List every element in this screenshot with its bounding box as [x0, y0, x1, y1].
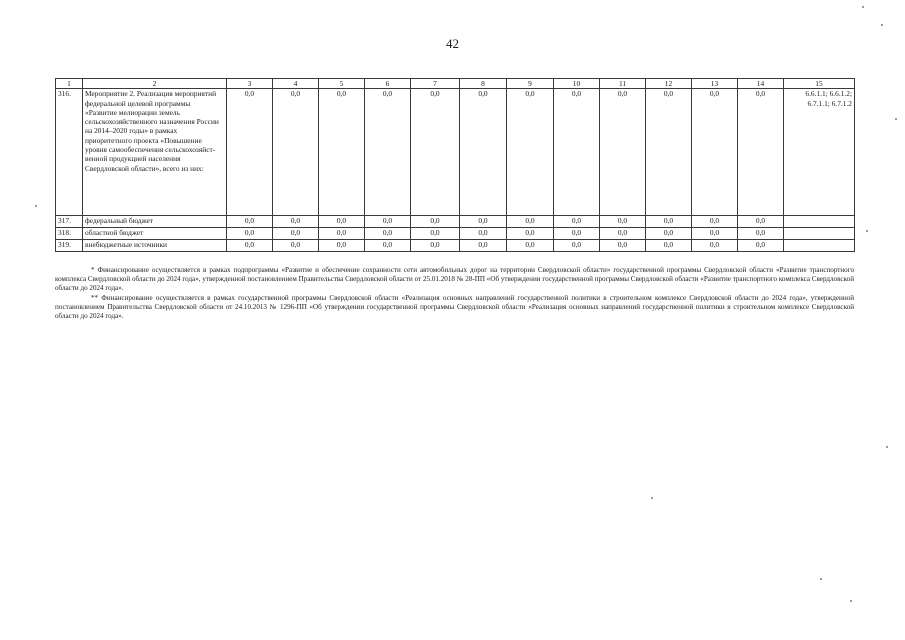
table-row — [56, 89, 855, 216]
value-cell: 0,0 — [738, 228, 784, 240]
value-cell: 0,0 — [365, 89, 411, 216]
value-cell: 0,0 — [738, 89, 784, 216]
column-number: 1 — [56, 79, 83, 89]
table-row — [56, 228, 855, 240]
value-cell: 0,0 — [738, 240, 784, 252]
column-number: 12 — [646, 79, 692, 89]
column-number: 3 — [227, 79, 273, 89]
value-cell: 0,0 — [692, 216, 738, 228]
target-codes — [784, 216, 855, 228]
scan-speck — [895, 118, 897, 120]
scan-speck — [35, 205, 37, 207]
value-cell: 0,0 — [319, 228, 365, 240]
column-number: 13 — [692, 79, 738, 89]
value-cell: 0,0 — [411, 228, 460, 240]
value-cell: 0,0 — [365, 228, 411, 240]
column-number: 2 — [83, 79, 227, 89]
value-cell: 0,0 — [411, 240, 460, 252]
column-number: 10 — [554, 79, 600, 89]
value-cell: 0,0 — [646, 89, 692, 216]
value-cell: 0,0 — [460, 240, 507, 252]
value-cell: 0,0 — [507, 240, 554, 252]
value-cell: 0,0 — [646, 240, 692, 252]
column-number: 4 — [273, 79, 319, 89]
footnote-1: * Финансирование осуществляется в рамках подпрограммы «Развитие и обеспечение сохранности сети автомобильных дорог на территории Свердловской области» государственной программы Свердловской области «Развитие транспортного комплекса Свердловской области до 2024 года», утвержденной постановлением Правительства Свердловской области от 25.01.2018 № 28-ПП «Об утверждении государственной программы Свердловской области «Развитие транспортного комплекса Свердловской области до 2024 года». — [55, 266, 854, 293]
column-number: 5 — [319, 79, 365, 89]
footnotes — [55, 266, 854, 321]
scan-speck — [651, 497, 653, 499]
target-codes — [784, 228, 855, 240]
value-cell: 0,0 — [600, 240, 646, 252]
value-cell: 0,0 — [411, 216, 460, 228]
value-cell: 0,0 — [600, 89, 646, 216]
row-number: 319. — [56, 240, 83, 252]
column-number: 14 — [738, 79, 784, 89]
value-cell: 0,0 — [646, 228, 692, 240]
funding-table — [55, 78, 855, 252]
column-number: 11 — [600, 79, 646, 89]
value-cell: 0,0 — [365, 216, 411, 228]
target-codes: 6.6.1.1; 6.6.1.2; 6.7.1.1; 6.7.1.2 — [784, 89, 855, 216]
value-cell: 0,0 — [411, 89, 460, 216]
target-codes — [784, 240, 855, 252]
row-name: федеральный бюджет — [83, 216, 227, 228]
value-cell: 0,0 — [273, 89, 319, 216]
row-name: областной бюджет — [83, 228, 227, 240]
value-cell: 0,0 — [227, 240, 273, 252]
scan-speck — [886, 446, 888, 448]
value-cell: 0,0 — [460, 89, 507, 216]
value-cell: 0,0 — [227, 228, 273, 240]
value-cell: 0,0 — [273, 228, 319, 240]
value-cell: 0,0 — [365, 240, 411, 252]
value-cell: 0,0 — [692, 89, 738, 216]
value-cell: 0,0 — [600, 228, 646, 240]
value-cell: 0,0 — [554, 240, 600, 252]
value-cell: 0,0 — [600, 216, 646, 228]
value-cell: 0,0 — [227, 216, 273, 228]
value-cell: 0,0 — [554, 216, 600, 228]
table-row — [56, 240, 855, 252]
scan-speck — [850, 600, 852, 602]
value-cell: 0,0 — [273, 216, 319, 228]
scan-speck — [820, 578, 822, 580]
value-cell: 0,0 — [692, 228, 738, 240]
value-cell: 0,0 — [319, 216, 365, 228]
scan-speck — [862, 6, 864, 8]
row-name: внебюджетные источники — [83, 240, 227, 252]
value-cell: 0,0 — [554, 89, 600, 216]
row-number: 318. — [56, 228, 83, 240]
column-number: 7 — [411, 79, 460, 89]
value-cell: 0,0 — [507, 89, 554, 216]
column-number-row — [56, 79, 855, 89]
column-number: 15 — [784, 79, 855, 89]
value-cell: 0,0 — [507, 228, 554, 240]
value-cell: 0,0 — [319, 240, 365, 252]
value-cell: 0,0 — [273, 240, 319, 252]
column-number: 6 — [365, 79, 411, 89]
value-cell: 0,0 — [646, 216, 692, 228]
value-cell: 0,0 — [692, 240, 738, 252]
row-number: 317. — [56, 216, 83, 228]
value-cell: 0,0 — [227, 89, 273, 216]
row-number: 316. — [56, 89, 83, 216]
page-number: 42 — [446, 36, 459, 51]
scan-speck — [881, 24, 883, 26]
scan-speck — [866, 230, 868, 232]
value-cell: 0,0 — [460, 216, 507, 228]
value-cell: 0,0 — [319, 89, 365, 216]
column-number: 8 — [460, 79, 507, 89]
value-cell: 0,0 — [460, 228, 507, 240]
row-name: Мероприятие 2. Реализация мероприятий федеральной целевой программы «Развитие мелиорации земель сельскохозяйственного назначения России на 2014–2020 годы» в рамках приоритетного проекта «Повышение уровня самообеспечения сельскохозяйст-венной продукцией населения Свердловской области», всего из них: — [83, 89, 227, 216]
value-cell: 0,0 — [507, 216, 554, 228]
table-row — [56, 216, 855, 228]
footnote-2: ** Финансирование осуществляется в рамках государственной программы Свердловской области «Реализация основных направлений государственной политики в строительном комплексе Свердловской области до 2024 года», утвержденной постановлением Правительства Свердловской области от 24.10.2013 № 1296-ПП «Об утверждении государственной программы Свердловской области «Реализация основных направлений государственной политики в строительном комплексе Свердловской области до 2024 года». — [55, 293, 854, 321]
value-cell: 0,0 — [554, 228, 600, 240]
column-number: 9 — [507, 79, 554, 89]
value-cell: 0,0 — [738, 216, 784, 228]
